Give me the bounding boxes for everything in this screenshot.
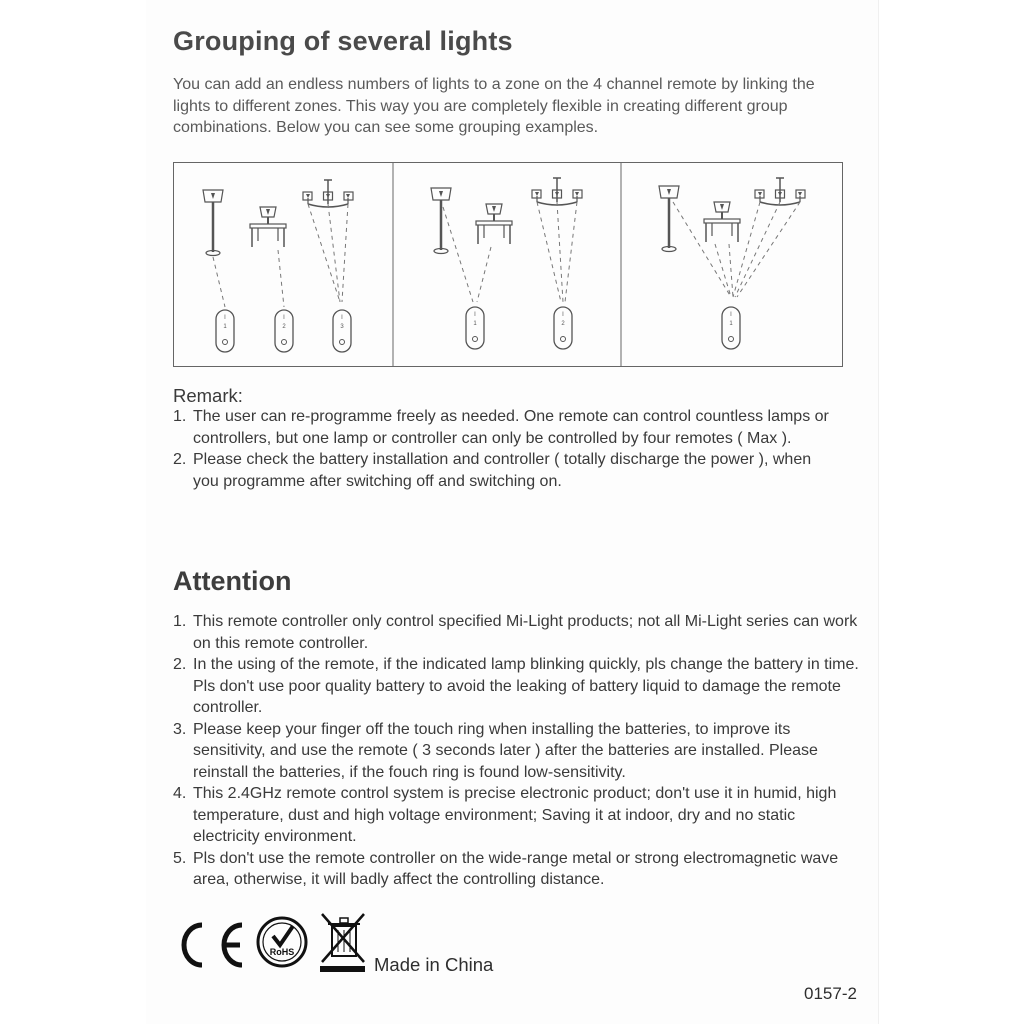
remote-label: I (562, 312, 564, 318)
panel-1 (203, 180, 353, 352)
list-item (173, 449, 833, 492)
rohs-label: RoHS (269, 947, 295, 957)
item-text: Please keep your finger off the touch ring when installing the batteries, to improve its sensitivity, and use the remote ( 3 seconds later ) after the batteries are installed. Please reinstall the batteries, if the fouch ring is found low-sensitivity. (193, 720, 818, 781)
remote-label: I (224, 315, 226, 321)
remote-label: I (474, 312, 476, 318)
item-text: The user can re-programme freely as needed. One remote can control countless lamps or controllers, but one lamp or controller can only be controlled by four remotes ( Max ). (193, 408, 829, 447)
grouping-title: Grouping of several lights (173, 26, 513, 56)
item-number: 1. (173, 613, 187, 630)
remote-label: 3 (340, 324, 344, 330)
remote-label: I (730, 312, 732, 318)
document-code: 0157-2 (804, 984, 857, 1003)
weee-bin-icon (320, 914, 365, 972)
list-item (173, 848, 863, 891)
remote-label: 1 (473, 321, 477, 327)
remote-label: I (283, 315, 285, 321)
list-item (173, 719, 863, 784)
remark-heading: Remark: (173, 385, 243, 406)
panel-2 (431, 178, 582, 349)
item-number: 5. (173, 849, 187, 867)
item-number: 3. (173, 720, 187, 738)
item-text: Please check the battery installation and controller ( totally discharge the power ), when you programme after switching off and switching on. (193, 451, 812, 490)
page-margin (878, 0, 1024, 1024)
item-number: 2. (173, 656, 187, 673)
list-item (173, 783, 863, 848)
made-in-label: Made in China (374, 954, 494, 975)
rohs-icon (258, 918, 306, 966)
remote-label: I (341, 315, 343, 321)
attention-title: Attention (173, 566, 292, 596)
ce-mark-icon (184, 925, 242, 965)
list-item (173, 654, 863, 719)
item-text: This remote controller only control specified Mi-Light products; not all Mi-Light series can work on this remote controller. (193, 613, 858, 652)
attention-list (173, 611, 863, 891)
remote-label: 2 (282, 324, 286, 330)
remote-label: 2 (561, 321, 565, 327)
item-number: 2. (173, 451, 187, 468)
list-item (173, 611, 863, 654)
item-text: This 2.4GHz remote control system is precise electronic product; don't use it in humid, high temperature, dust and high voltage environment; Saving it at indoor, dry and no static electricity environment. (193, 785, 837, 845)
item-number: 1. (173, 408, 187, 425)
remote-label: 1 (223, 324, 227, 330)
remote-label: 1 (729, 321, 733, 327)
item-text: Pls don't use the remote controller on the wide-range metal or strong electromagnetic wave area, otherwise, it will badly affect the controlling distance. (193, 849, 839, 888)
remark-list (173, 406, 833, 492)
item-number: 4. (173, 785, 187, 802)
list-item (173, 406, 833, 449)
grouping-diagram (173, 162, 843, 367)
grouping-intro: You can add an endless numbers of lights to a zone on the 4 channel remote by linking the lights to different zones. This way you are completely flexible in creating different group combinations. Below you can see some grouping examples. (173, 76, 815, 136)
item-text: In the using of the remote, if the indicated lamp blinking quickly, pls change the battery in time. Pls don't use poor quality battery to avoid the leaking of battery liquid to damage the remote controller. (193, 656, 859, 716)
panel-3 (659, 178, 805, 349)
